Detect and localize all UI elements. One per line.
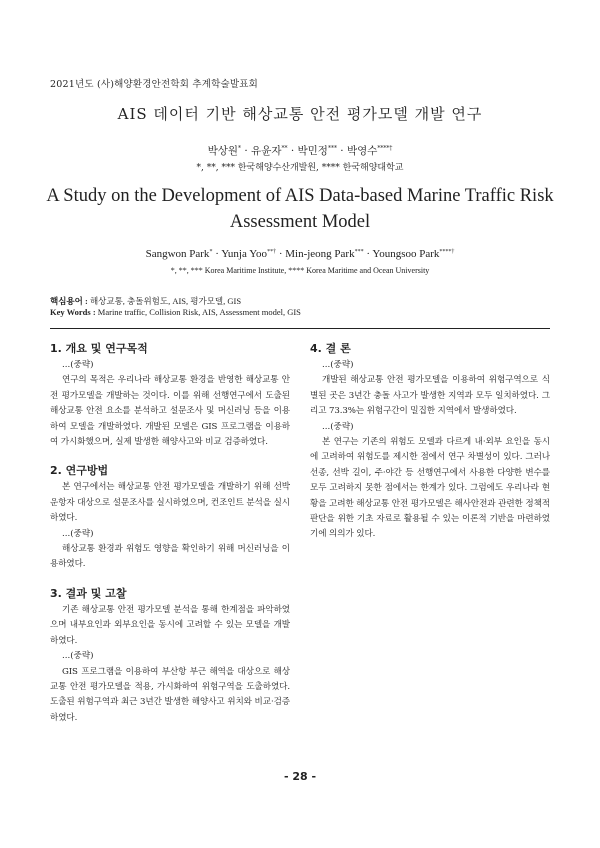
author-separator: · [287,145,298,157]
omission-note: ...(중략) [62,528,94,539]
author-mark: *** [354,249,364,255]
author-separator: · [212,248,222,260]
omission-note: ...(중략) [62,360,94,370]
paragraph: 기존 해상교통 안전 평가모델 분석을 통해 한계점을 파악하였으며 내부요인과 외부요인을 동시에 고려할 수 있는 모델을 개발하였다. [50,604,290,646]
paragraph: 본 연구는 기존의 위험도 모델과 다르게 내·외부 요인을 동시에 고려하여 위험도를 제시한 점에서 연구 차별성이 있다. 그러나 선종, 선박 길이, 주·야간 등 선행연구에서 사용한 다양한 변수를 모두 고려하지 못한 점에서는 한계가 있다. 그럼에도 우리나라 현황을 고려한 해상교통 안전 평가모델은 해사안전과 관련한 정책적 판단을 위한 기초 자료로 활용될 수 있는 이론적 기반을 마련하였기에 의의가 있다. [310,437,550,540]
omission-note: ...(중략) [322,360,354,370]
authors-english [0,248,600,260]
author-mark: ** [281,145,288,152]
authors-korean [0,143,600,158]
author-mark: ****† [377,145,393,152]
affiliation-english: *, **, *** Korea Maritime Institute, **** Korea Maritime and Ocean University [170,266,430,275]
conference-header: 2021년도 (사)해양환경안전학회 추계학술발표회 [50,79,259,90]
affiliation-korean: *, **, *** 한국해양수산개발원, **** 한국해양대학교 [196,163,404,173]
paragraph: 개발된 해상교통 안전 평가모델을 이용하여 위험구역으로 식별된 곳은 3년간 충돌 사고가 발생한 지역과 모두 일치하였다. 그리고 73.3%는 위험구간이 밀집한 지역에서 발생하였다. [310,375,550,417]
section-title: 1. 개요 및 연구목적 [50,342,148,355]
author-separator: · [363,248,373,260]
author-name: Sangwon Park [145,248,210,260]
paragraph: 연구의 목적은 우리나라 해상교통 환경을 반영한 해상교통 안전 평가모델을 개발하는 것이다. 이를 위해 선행연구에서 도출된 해상교통 안전 요소를 분석하고 설문조사 및 머신러닝 등을 이용하여 모델을 개발하였다. 개발된 모델은 GIS 프로그램을 이용하여 가시화했으며, 실제 발생한 해양사고와 비교 검증하였다. [50,375,290,448]
author-name: 박영수 [346,145,378,157]
author-name: 유윤자 [251,145,282,157]
title-english: A Study on the Development of AIS Data-based Marine Traffic Risk Assessment Model [46,186,554,232]
section-title: 3. 결과 및 고찰 [50,586,127,600]
paragraph: 본 연구에서는 해상교통 안전 평가모델을 개발하기 위해 선박운항자 대상으로 설문조사를 실시하였으며, 컨조인트 분석을 실시하였다. [50,482,290,524]
omission-note: ...(중략) [322,421,354,432]
keywords-text: 해상교통, 충돌위험도, AIS, 평가모델, GIS [89,296,242,306]
divider [50,328,550,329]
keywords-english [50,307,301,317]
page-number: - 28 - [283,770,317,783]
author-mark: * [209,249,213,255]
paragraph: GIS 프로그램을 이용하여 부산항 부근 해역을 대상으로 해상교통 안전 평가모델을 적용, 가시화하여 위험구역을 도출하였다. 도출된 위험구역과 최근 3년간 발생한 해양사고 위치와 비교·검증하였다. [50,666,290,723]
right-column [310,340,550,543]
section-title: 4. 결 론 [310,342,351,355]
author-separator: · [276,248,286,260]
author-separator: · [336,145,347,157]
author-separator: · [241,145,252,157]
author-mark: *** [327,145,337,152]
keywords-korean [50,295,241,307]
author-mark: ****† [439,249,455,255]
left-column [50,340,290,726]
author-name: Min-jeong Park [285,248,355,260]
paragraph: 해상교통 환경과 위험도 영향을 확인하기 위해 머신러닝을 이용하였다. [50,544,290,570]
section-title: 2. 연구방법 [50,464,109,478]
author-name: Yunja Yoo [221,248,268,260]
author-mark: * [238,145,242,152]
title-korean: AIS 데이터 기반 해상교통 안전 평가모델 개발 연구 [117,105,483,123]
author-name: 박민정 [297,145,328,157]
keywords-label: 핵심용어 : [50,296,88,306]
omission-note: ...(중략) [62,651,94,662]
keywords-label: Key Words : [50,307,96,317]
author-mark: **† [267,249,277,255]
author-name: Youngsoo Park [372,248,440,260]
keywords-text: Marine traffic, Collision Risk, AIS, Assessment model, GIS [97,307,301,317]
author-name: 박상원 [207,145,239,157]
